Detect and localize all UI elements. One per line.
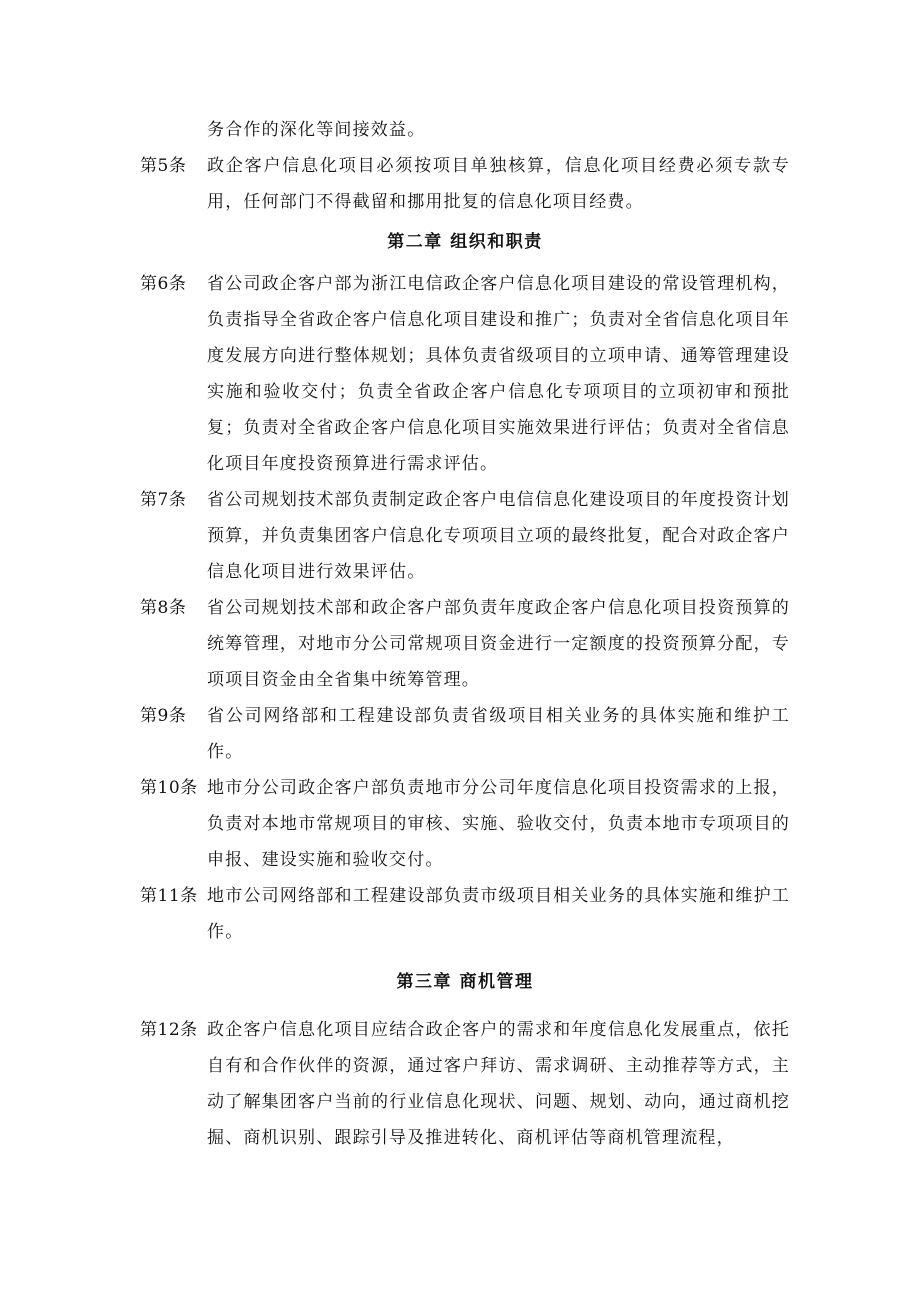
article-number: 第11条 xyxy=(140,886,198,906)
article-11 xyxy=(140,878,790,950)
article-number: 第10条 xyxy=(140,778,198,798)
document-body xyxy=(140,112,790,1156)
article-text: 省公司规划技术部负责制定政企客户电信信息化建设项目的年度投资计划预算，并负责集团客户信息化专项项目立项的最终批复，配合对政企客户信息化项目进行效果评估。 xyxy=(207,490,790,582)
article-text: 政企客户信息化项目必须按项目单独核算，信息化项目经费必须专款专用，任何部门不得截留和挪用批复的信息化项目经费。 xyxy=(207,156,790,212)
article-5 xyxy=(140,148,790,220)
article-text: 政企客户信息化项目应结合政企客户的需求和年度信息化发展重点，依托自有和合作伙伴的资源，通过客户拜访、需求调研、主动推荐等方式，主动了解集团客户当前的行业信息化现状、问题、规划、动向，通过商机挖掘、商机识别、跟踪引导及推进转化、商机评估等商机管理流程， xyxy=(207,1020,790,1148)
article-number: 第9条 xyxy=(140,706,187,726)
article-number: 第5条 xyxy=(140,156,187,176)
chapter-heading: 第二章 组织和职责 xyxy=(387,232,543,252)
chapter-heading: 第三章 商机管理 xyxy=(396,972,534,992)
article-12 xyxy=(140,1012,790,1156)
article-text: 省公司规划技术部和政企客户部负责年度政企客户信息化项目投资预算的统筹管理，对地市分公司常规项目资金进行一定额度的投资预算分配，专项项目资金由全省集中统筹管理。 xyxy=(207,598,790,690)
article-8 xyxy=(140,590,790,698)
article-text: 省公司网络部和工程建设部负责省级项目相关业务的具体实施和维护工作。 xyxy=(207,706,790,762)
article-10 xyxy=(140,770,790,878)
article-number: 第12条 xyxy=(140,1020,198,1040)
article-9 xyxy=(140,698,790,770)
article-number: 第7条 xyxy=(140,490,187,510)
article-6 xyxy=(140,266,790,482)
article-text: 地市分公司政企客户部负责地市分公司年度信息化项目投资需求的上报，负责对本地市常规项目的审核、实施、验收交付，负责本地市专项项目的申报、建设实施和验收交付。 xyxy=(207,778,790,870)
article-text: 地市公司网络部和工程建设部负责市级项目相关业务的具体实施和维护工作。 xyxy=(207,886,790,942)
article-number: 第8条 xyxy=(140,598,187,618)
article-7 xyxy=(140,482,790,590)
paragraph-continuation: 务合作的深化等间接效益。 xyxy=(207,120,426,140)
article-number: 第6条 xyxy=(140,274,187,294)
article-text: 省公司政企客户部为浙江电信政企客户信息化项目建设的常设管理机构，负责指导全省政企客户信息化项目建设和推广；负责对全省信息化项目年度发展方向进行整体规划；具体负责省级项目的立项申请、通筹管理建设实施和验收交付；负责全省政企客户信息化专项项目的立项初审和预批复；负责对全省政企客户信息化项目实施效果进行评估；负责对全省信息化项目年度投资预算进行需求评估。 xyxy=(207,274,790,474)
